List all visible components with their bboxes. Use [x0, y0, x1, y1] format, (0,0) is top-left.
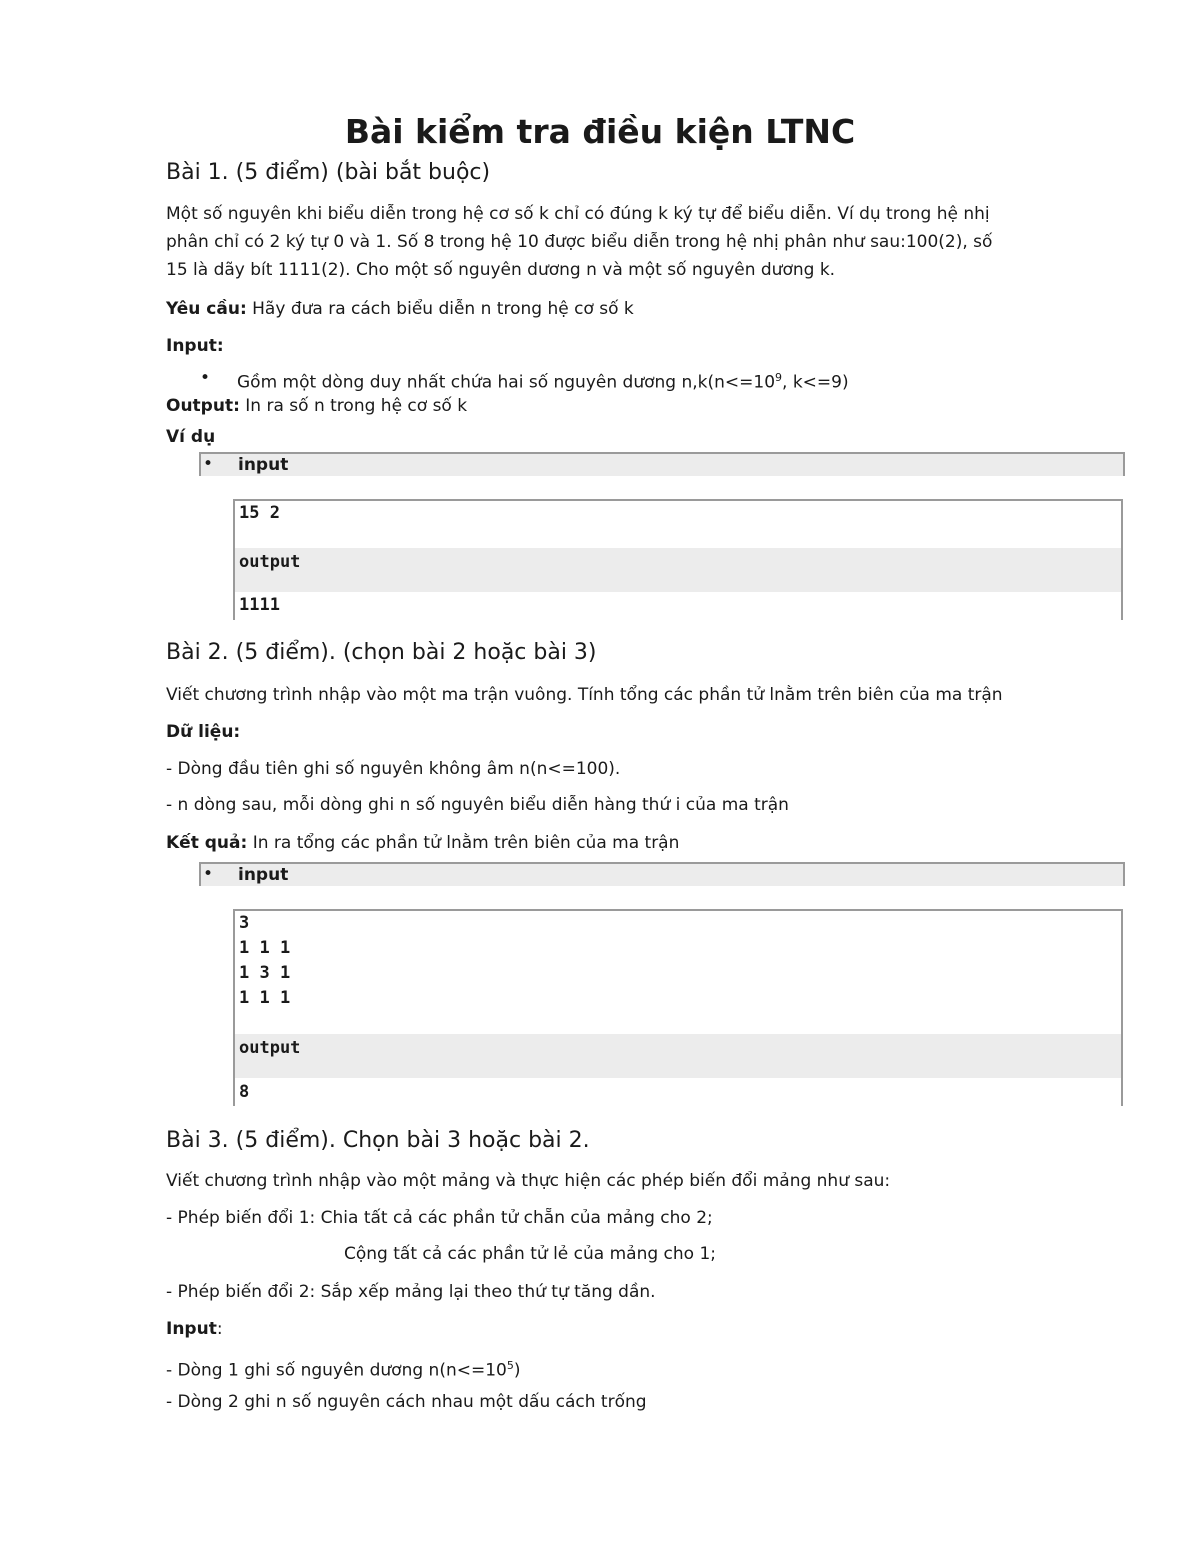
- code-output-value: 1111: [239, 595, 280, 615]
- result-label: Kết quả:: [166, 833, 248, 853]
- bullet-dot: •: [203, 454, 214, 474]
- bai3-input-line: - Dòng 2 ghi n số nguyên cách nhau một dấu cách trống: [166, 1392, 647, 1412]
- requirement-text: Hãy đưa ra cách biểu diễn n trong hệ cơ số k: [246, 299, 634, 319]
- bai3-input-line: - Dòng 1 ghi số nguyên dương $n(n<=10^5)$: [166, 1359, 521, 1381]
- bai3-heading: Bài 3. (5 điểm). Chọn bài 3 hoặc bài 2.: [166, 1128, 590, 1153]
- bai1-input-header: [199, 452, 1125, 476]
- code-input-line: 15 2: [239, 503, 280, 523]
- bai1-para-line: Một số nguyên khi biểu diễn trong hệ cơ số k chỉ có đúng k ký tự để biểu diễn. Ví dụ trong hệ nhị: [166, 204, 990, 224]
- document-title: Bài kiểm tra điều kiện LTNC: [344, 112, 856, 151]
- code-output-label: output: [235, 1034, 1121, 1078]
- bai1-input-label: Input:: [166, 336, 224, 356]
- bai3-para: Viết chương trình nhập vào một mảng và thực hiện các phép biến đổi mảng như sau:: [166, 1171, 891, 1191]
- bai1-heading: Bài 1. (5 điểm) (bài bắt buộc): [166, 160, 491, 185]
- code-input-line: 1 1 1: [239, 988, 291, 1008]
- bai2-data-line: - n dòng sau, mỗi dòng ghi n số nguyên biểu diễn hàng thứ i của ma trận: [166, 795, 789, 815]
- bai3-input-label: Input:: [166, 1319, 223, 1339]
- bai3-transform-1b: Cộng tất cả các phần tử lẻ của mảng cho 1;: [344, 1244, 717, 1264]
- bai1-input-bullet: •: [200, 368, 211, 388]
- output-label: Output:: [166, 396, 240, 416]
- code-output-value: 8: [239, 1082, 250, 1102]
- bai1-input-text: Gồm một dòng duy nhất chứa hai số nguyên dương $n,k(n<=10^9$, k<=9): [237, 371, 849, 393]
- bai2-code-box: [233, 909, 1123, 1106]
- input-header-label: input: [238, 865, 289, 885]
- bai1-output: [166, 392, 467, 420]
- bai3-transform-2: - Phép biến đổi 2: Sắp xếp mảng lại theo thứ tự tăng dần.: [166, 1282, 656, 1302]
- bai1-para-line: 15 là dãy bít 1111(2). Cho một số nguyên dương n và một số nguyên dương k.: [166, 260, 836, 280]
- bai2-data-label: Dữ liệu:: [166, 722, 241, 742]
- bai2-heading: Bài 2. (5 điểm). (chọn bài 2 hoặc bài 3): [166, 640, 597, 665]
- bai2-data-line: - Dòng đầu tiên ghi số nguyên không âm n(n<=100).: [166, 759, 621, 779]
- bai1-para-line: phân chỉ có 2 ký tự 0 và 1. Số 8 trong hệ 10 được biểu diễn trong hệ nhị phân như sau:100(2), số: [166, 232, 993, 252]
- code-input-line: 1 3 1: [239, 963, 291, 983]
- bai2-input-header: [199, 862, 1125, 886]
- bai3-transform-1: - Phép biến đổi 1: Chia tất cả các phần tử chẵn của mảng cho 2;: [166, 1208, 713, 1228]
- bai1-requirement: [166, 295, 634, 323]
- result-text: In ra tổng các phần tử lnằm trên biên của ma trận: [247, 833, 680, 853]
- output-text: In ra số n trong hệ cơ số k: [239, 396, 468, 416]
- code-input-line: 3: [239, 913, 250, 933]
- bai1-example-label: Ví dụ: [166, 427, 216, 447]
- code-output-label: output: [235, 548, 1121, 592]
- bai2-result: [166, 829, 679, 857]
- input-header-label: input: [238, 455, 289, 475]
- bai2-para: Viết chương trình nhập vào một ma trận vuông. Tính tổng các phần tử lnằm trên biên của ma trận: [166, 685, 1003, 705]
- bullet-dot: •: [203, 864, 214, 884]
- requirement-label: Yêu cầu:: [166, 299, 247, 319]
- bai1-code-box: [233, 499, 1123, 620]
- code-input-line: 1 1 1: [239, 938, 291, 958]
